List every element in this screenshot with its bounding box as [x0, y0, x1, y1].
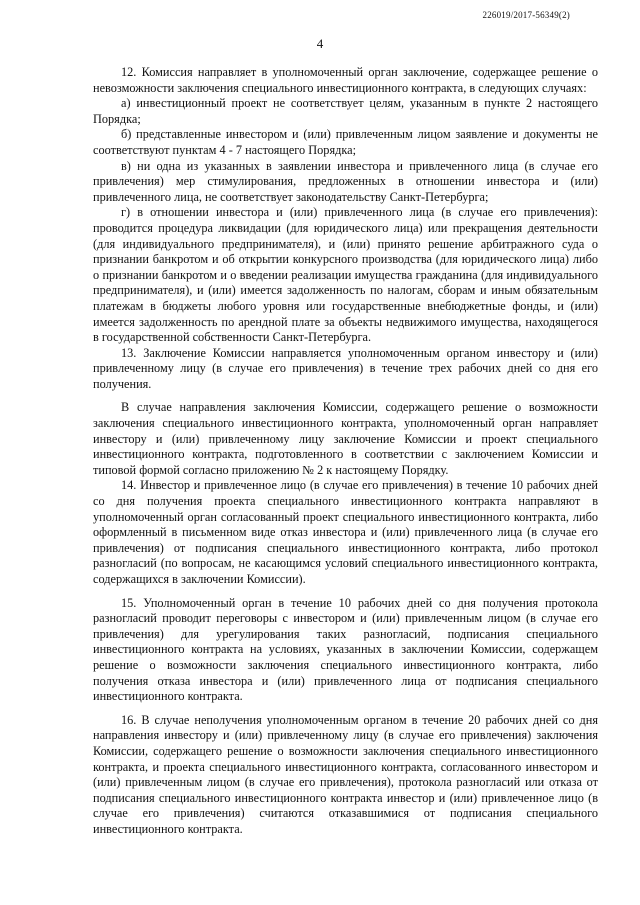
- paragraph-16: 16. В случае неполучения уполномоченным органом в течение 20 рабочих дней со дня направления инвестору и (или) привлеченному лицу (в случае его привлечения) заключения Комиссии, содержащего решение о возможности заключения специального инвестиционного контракта, и проекта специального инвестиционного контракта, согласованного инвестором и (или) привлеченным лицом (в случае его привлечения), протокола разногласий или отказа от подписания специального инвестиционного контракта инвестор и (или) привлеченное лицо (в случае его привлечения) считаются отказавшимися от подписания специального инвестиционного контракта.: [93, 712, 598, 836]
- paragraph-13: 13. Заключение Комиссии направляется уполномоченным органом инвестору и (или) привлеченному лицу (в случае его привлечения) в течение трех рабочих дней со дня его получения.: [93, 345, 598, 391]
- paragraph-12a: а) инвестиционный проект не соответствует целям, указанным в пункте 2 настоящего Порядка;: [93, 96, 598, 126]
- paragraph-12v: в) ни одна из указанных в заявлении инвестора и привлеченного лица (в случае его привлечения) мер стимулирования, предложенных в отношении инвестора и (или) привлеченного лица, не соответствует законодательству Санкт-Петербурга;: [93, 158, 598, 204]
- paragraph-15: 15. Уполномоченный орган в течение 10 рабочих дней со дня получения протокола разногласий проводит переговоры с инвестором и (или) привлеченным лицом (в случае его привлечения) для урегулирования таких разногласий, подписания специального инвестиционного контракта на условиях, указанных в заключении Комиссии, содержащем решение о возможности заключения специального инвестиционного контракта, либо получения отказа инвестора и (или) привлеченного лица от подписания специального инвестиционного контракта.: [93, 595, 598, 704]
- paragraph-14: 14. Инвестор и привлеченное лицо (в случае его привлечения) в течение 10 рабочих дней со дня получения проекта специального инвестиционного контракта направляют в уполномоченный орган согласованный проект специального инвестиционного контракта, либо оформленный в письменном виде отказ инвестора и (или) привлеченного лица (в случае его привлечения) от подписания специального инвестиционного контракта, либо протокол разногласий (по вопросам, не касающимся условий специального инвестиционного контракта, содержащихся в заключении Комиссии).: [93, 478, 598, 586]
- paragraph-12: 12. Комиссия направляет в уполномоченный орган заключение, содержащее решение о невозможности заключения специального инвестиционного контракта, в следующих случаях:: [93, 65, 598, 95]
- paragraph-13-continued: В случае направления заключения Комиссии, содержащего решение о возможности заключения специального инвестиционного контракта, уполномоченный орган направляет инвестору и (или) привлеченному лицу заключение Комиссии и проект специального инвестиционного контракта, подготовленного в соответствии с заключением Комиссии и типовой формой согласно приложению № 2 к настоящему Порядку.: [93, 400, 598, 477]
- paragraph-12g: г) в отношении инвестора и (или) привлеченного лица (в случае его привлечения): проводится процедура ликвидации (для юридического лица) или прекращения деятельности (для индивидуального предпринимателя), и (или) принято решение арбитражного суда о признании банкротом и об открытии конкурсного производства (для юридического лица) либо о признании банкротом и о введении реализации имущества гражданина (для индивидуального предпринимателя), и (или) имеется задолженность по налогам, сборам и иным обязательным платежам в бюджеты любого уровня или государственные внебюджетные фонды, и (или) имеется задолженность по арендной плате за объекты недвижимого имущества, находящегося в государственной собственности Санкт-Петербурга.: [93, 205, 598, 345]
- document-body: [93, 65, 598, 838]
- paragraph-12b: б) представленные инвестором и (или) привлеченным лицом заявление и документы не соответствуют пунктам 4 - 7 настоящего Порядка;: [93, 127, 598, 157]
- page-number: 4: [316, 36, 324, 51]
- document-id: 226019/2017-56349(2): [482, 10, 570, 20]
